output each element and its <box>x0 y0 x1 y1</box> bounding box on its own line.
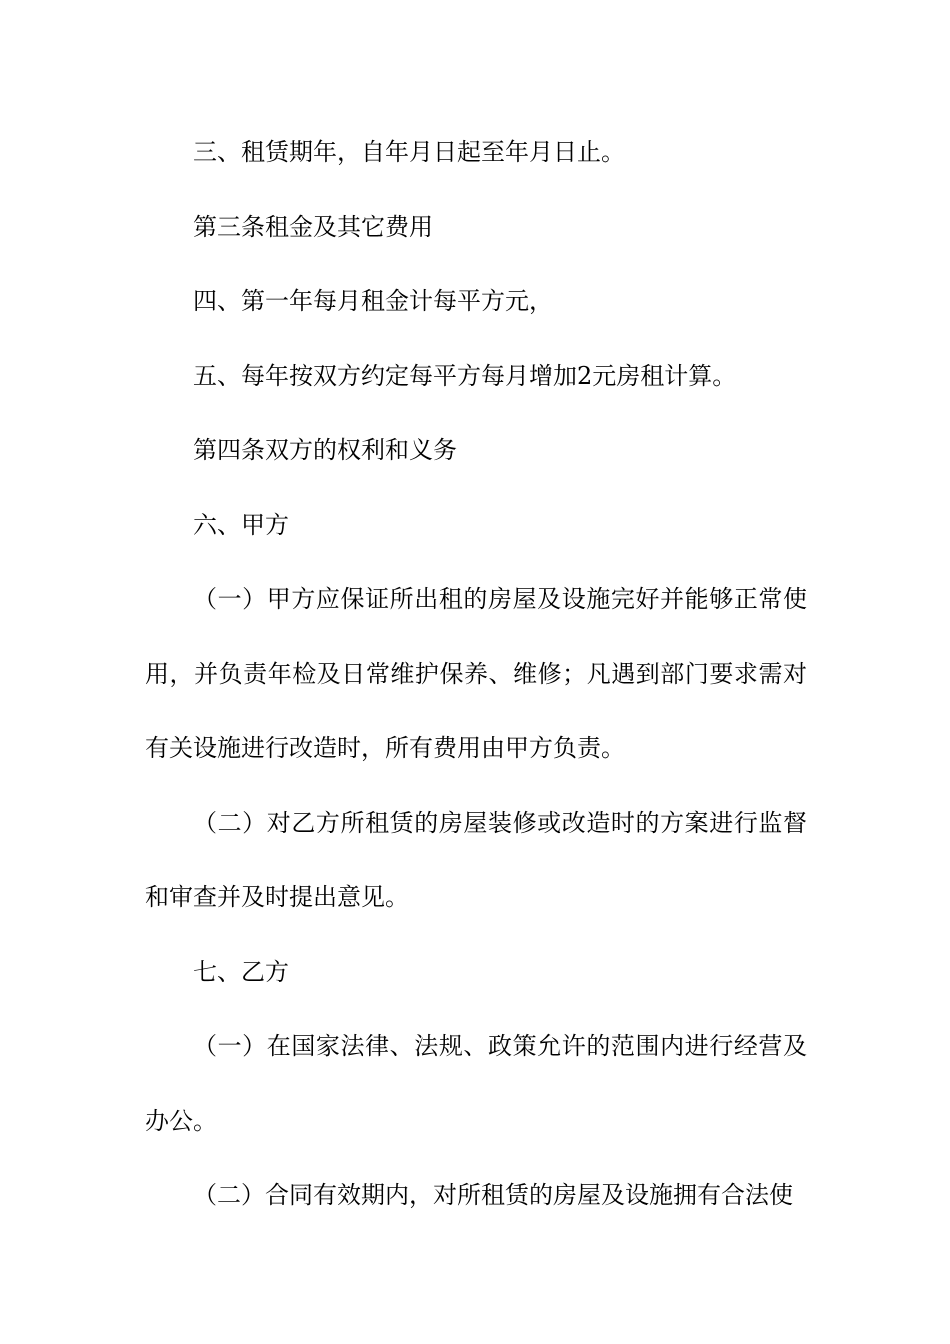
party-b-item-1: （一）在国家法律、法规、政策允许的范围内进行经营及办公。 <box>145 1032 807 1135</box>
party-a-item-1: （一）甲方应保证所出租的房屋及设施完好并能够正常使用，并负责年检及日常维护保养、维修；凡遇到部门要求需对有关设施进行改造时，所有费用由甲方负责。 <box>145 585 807 762</box>
clause-6-party-a-heading: 六、甲方 <box>193 510 289 539</box>
clause-3-lease-term: 三、租赁期年，自年月日起至年月日止。 <box>193 138 625 166</box>
document-body <box>145 115 807 1233</box>
article-3-heading: 第三条租金及其它费用 <box>193 212 433 241</box>
article-4-heading: 第四条双方的权利和义务 <box>193 436 457 464</box>
party-b-item-2: （二）合同有效期内，对所租赁的房屋及设施拥有合法使 <box>193 1181 793 1209</box>
clause-5-annual-increase: 五、每年按双方约定每平方每月增加2元房租计算。 <box>193 361 737 390</box>
clause-7-party-b-heading: 七、乙方 <box>193 957 289 986</box>
party-a-item-2: （二）对乙方所租赁的房屋装修或改造时的方案进行监督和审查并及时提出意见。 <box>145 808 807 911</box>
clause-4-first-year-rent: 四、第一年每月租金计每平方元， <box>193 287 553 315</box>
